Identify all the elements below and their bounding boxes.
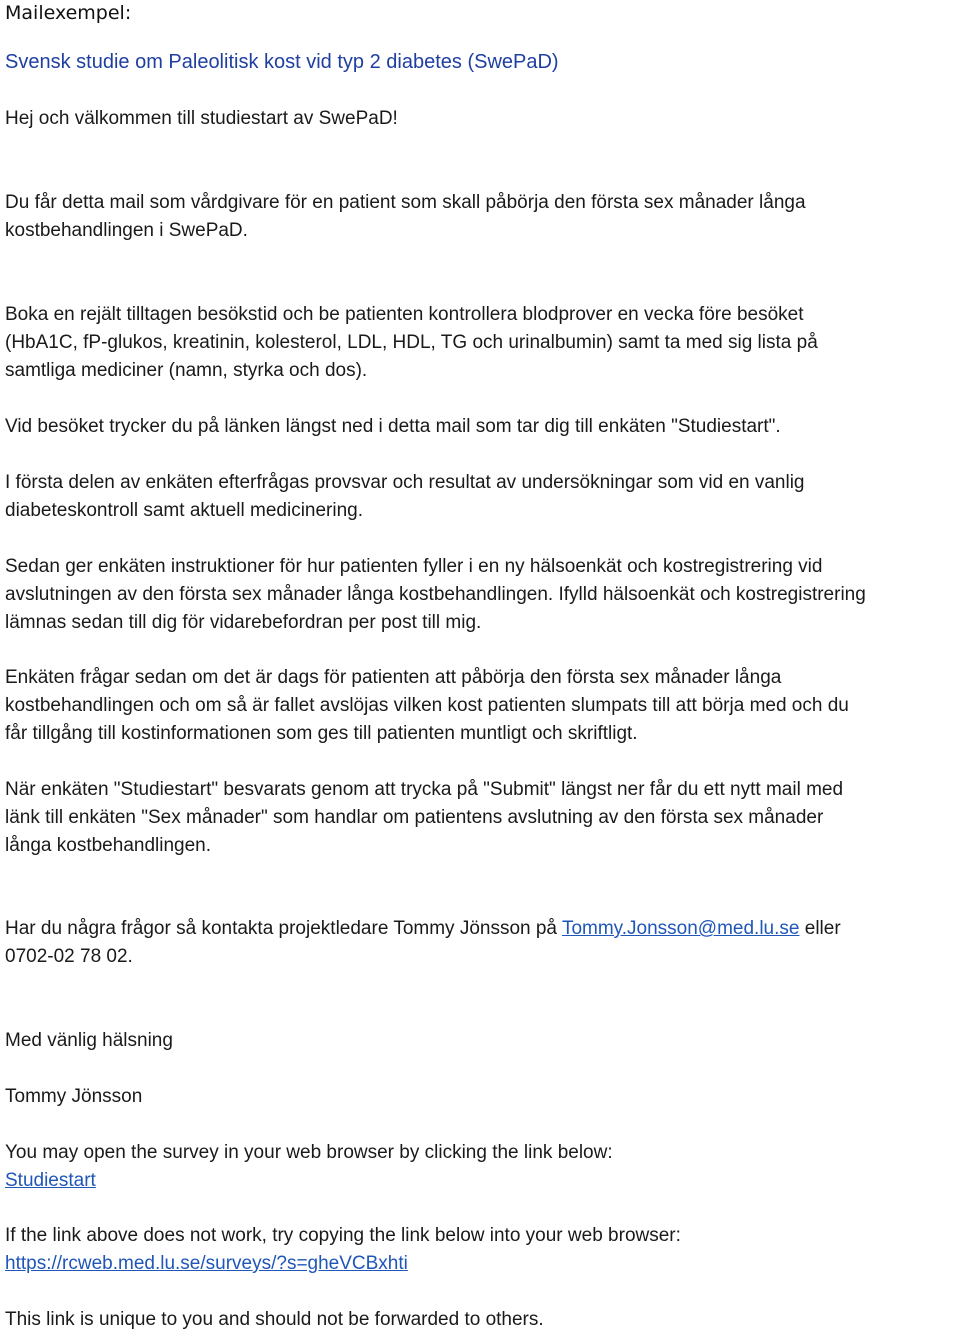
submit-line: långa kostbehandlingen. [5, 835, 212, 856]
contact-paragraph [5, 915, 841, 971]
contact-email-link[interactable]: Tommy.Jonsson@med.lu.se [561, 918, 800, 939]
first-part-line: I första delen av enkäten efterfrågas provsvar och resultat av undersökningar som vid en vanlig [5, 472, 805, 493]
survey-link[interactable]: Studiestart [5, 1170, 96, 1191]
randomize-line: Enkäten frågar sedan om det är dags för patienten att påbörja den första sex månader långa [5, 667, 782, 688]
submit-paragraph [5, 776, 843, 860]
intro-line: Du får detta mail som vårdgivare för en patient som skall påbörja den första sex månader långa [5, 192, 806, 213]
signature: Tommy Jönsson [5, 1086, 143, 1107]
instructions-paragraph [5, 553, 866, 637]
visit-line: (HbA1C, fP-glukos, kreatinin, kolesterol, LDL, HDL, TG och urinalbumin) samt ta med sig lista på [5, 332, 818, 353]
survey-fallback-paragraph [5, 1222, 681, 1278]
visit-line: samtliga mediciner (namn, styrka och dos). [5, 360, 368, 381]
first-part-line: diabeteskontroll samt aktuell medicinering. [5, 500, 364, 521]
intro-paragraph [5, 189, 806, 245]
contact-text: Har du några frågor så kontakta projektledare Tommy Jönsson på [5, 918, 562, 939]
intro-line: kostbehandlingen i SwePaD. [5, 220, 248, 241]
instructions-line: avslutningen av den första sex månader långa kostbehandlingen. Ifylld hälsoenkät och kostregistrering [5, 584, 866, 605]
submit-line: När enkäten "Studiestart" besvarats genom att trycka på "Submit" längst ner får du ett nytt mail med [5, 779, 844, 800]
visit-paragraph [5, 301, 818, 385]
contact-text-after: eller [799, 918, 841, 939]
link-paragraph: Vid besöket trycker du på länken längst ned i detta mail som tar dig till enkäten "Studiestart". [5, 416, 781, 437]
contact-line [5, 915, 841, 943]
instructions-line: Sedan ger enkäten instruktioner för hur patienten fyller i en ny hälsoenkät och kostregistrering vid [5, 556, 823, 577]
survey-fallback-text: If the link above does not work, try copying the link below into your web browser: [5, 1225, 681, 1246]
contact-phone: 0702-02 78 02. [5, 946, 133, 967]
closing: Med vänlig hälsning [5, 1030, 173, 1051]
unique-link-note: This link is unique to you and should not be forwarded to others. [5, 1309, 544, 1330]
survey-open-text: You may open the survey in your web browser by clicking the link below: [5, 1142, 613, 1163]
randomize-paragraph [5, 664, 849, 748]
greeting: Hej och välkommen till studiestart av SwePaD! [5, 108, 398, 129]
visit-line: Boka en rejält tilltagen besökstid och be patienten kontrollera blodprover en vecka före besöket [5, 304, 804, 325]
mail-example-label: Mailexempel: [5, 2, 132, 24]
randomize-line: får tillgång till kostinformationen som ges till patienten muntligt och skriftligt. [5, 723, 638, 744]
first-part-paragraph [5, 469, 805, 525]
survey-url-link[interactable]: https://rcweb.med.lu.se/surveys/?s=gheVCBxhti [5, 1253, 408, 1274]
email-subject: Svensk studie om Paleolitisk kost vid typ 2 diabetes (SwePaD) [5, 51, 559, 73]
survey-open-paragraph [5, 1139, 613, 1195]
instructions-line: lämnas sedan till dig för vidarebefordran per post till mig. [5, 612, 482, 633]
randomize-line: kostbehandlingen och om så är fallet avslöjas vilken kost patienten slumpats till att börja med och du [5, 695, 849, 716]
submit-line: länk till enkäten "Sex månader" som handlar om patientens avslutning av den första sex månader [5, 807, 824, 828]
